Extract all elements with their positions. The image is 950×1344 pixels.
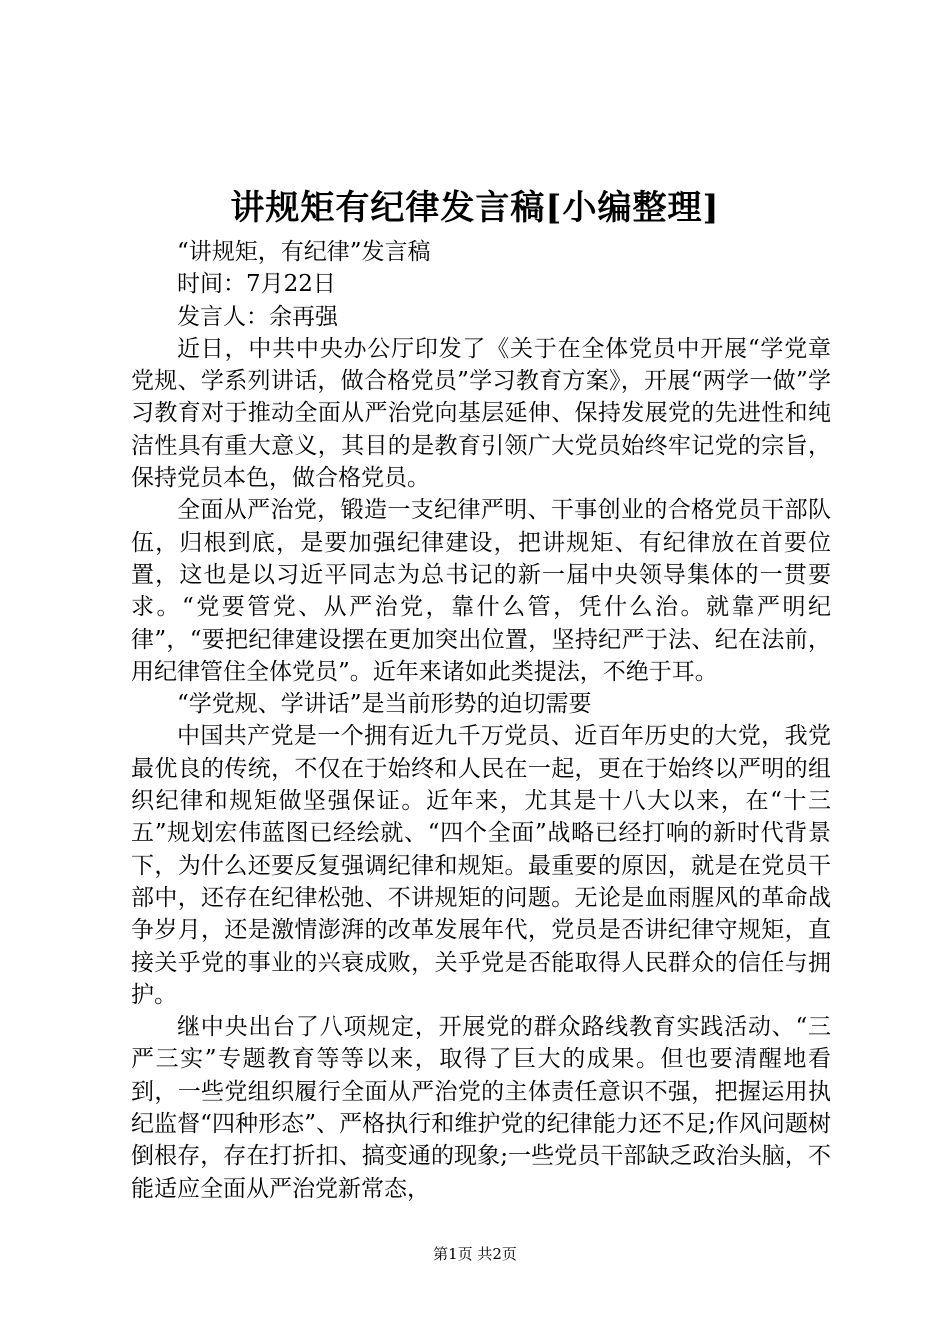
paragraph: 中国共产党是一个拥有近九千万党员、近百年历史的大党，我党最优良的传统，不仅在于始终和人民在一起，更在于始终以严明的组织纪律和规矩做坚强保证。近年来，尤其是十八大以来，在“十三五”规划宏伟蓝图已经绘就、“四个全面”战略已经打响的新时代背景下，为什么还要反复强调纪律和规矩。最重要的原因，就是在党员干部中，还存在纪律松弛、不讲规矩的问题。无论是血雨腥风的革命战争岁月，还是激情澎湃的改革发展年代，党员是否讲纪律守规矩，直接关乎党的事业的兴衰成败，关乎党是否能取得人民群众的信任与拥护。 xyxy=(131,723,831,1008)
paragraph: 全面从严治党，锻造一支纪律严明、干事创业的合格党员干部队伍，归根到底，是要加强纪律建设，把讲规矩、有纪律放在首要位置，这也是以习近平同志为总书记的新一届中央领导集体的一贯要求。“党要管党、从严治党，靠什么管，凭什么治。就靠严明纪律”，“要把纪律建设摆在更加突出位置，坚持纪严于法、纪在法前，用纪律管住全体党员”。近年来诸如此类提法，不绝于耳。 xyxy=(131,497,831,685)
paragraph-speaker: 发言人：余再强 xyxy=(177,303,338,330)
document-title: 讲规矩有纪律发言稿[小编整理] xyxy=(230,188,720,228)
page-number-footer: 第1页 共2页 xyxy=(433,1245,517,1263)
document-body xyxy=(131,236,831,1205)
paragraph-subtitle: “讲规矩，有纪律”发言稿 xyxy=(177,239,431,265)
paragraph-time: 时间：7月22日 xyxy=(177,271,336,298)
paragraph: 继中央出台了八项规定，开展党的群众路线教育实践活动、“三严三实”专题教育等等以来，取得了巨大的成果。但也要清醒地看到，一些党组织履行全面从严治党的主体责任意识不强，把握运用执纪监督“四种形态”、严格执行和维护党的纪律能力还不足;作风问题树倒根存，存在打折扣、搞变通的现象;一些党员干部缺乏政治头脑，不能适应全面从严治党新常态， xyxy=(131,1014,831,1202)
paragraph: 近日，中共中央办公厅印发了《关于在全体党员中开展“学党章党规、学系列讲话，做合格党员”学习教育方案》，开展“两学一做”学习教育对于推动全面从严治党向基层延伸、保持发展党的先进性和纯洁性具有重大意义，其目的是教育引领广大党员始终牢记党的宗旨，保持党员本色，做合格党员。 xyxy=(131,335,831,492)
section-heading: “学党规、学讲话”是当前形势的迫切需要 xyxy=(177,691,592,718)
